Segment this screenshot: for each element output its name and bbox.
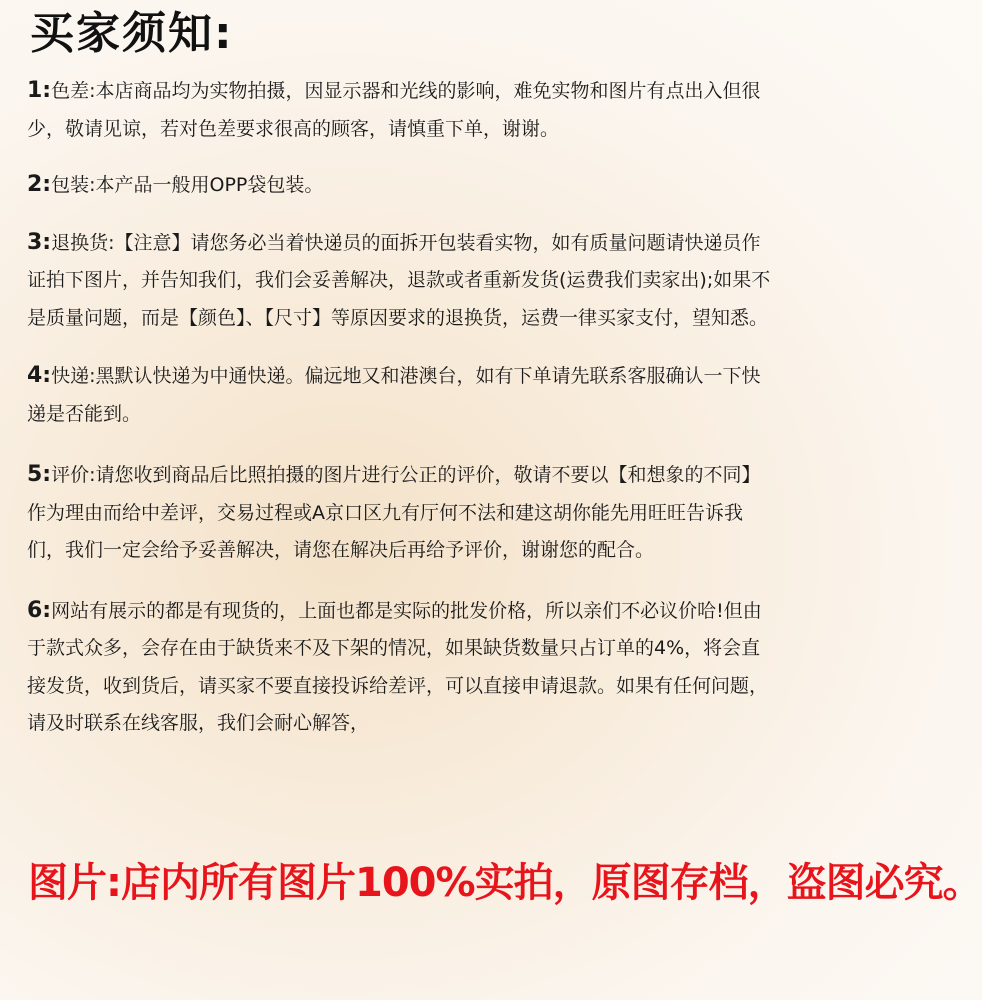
notice-number: 2: xyxy=(27,172,52,197)
photo-copyright-banner: 图片:店内所有图片100%实拍，原图存档，盗图必究。 xyxy=(28,860,982,906)
notice-number: 3: xyxy=(27,229,52,255)
notice-text: 退换货:【注意】请您务必当着快递员的面拆开包装看实物，如有质量问题请快递员作证拍下图片，并告知我们，我们会妥善解决，退款或者重新发货(运费我们卖家出);如果不是质量问题，而是【颜色】、【尺寸】等原因要求的退换货，运费一律买家支付，望知悉。 xyxy=(27,231,771,329)
notice-item-reviews xyxy=(27,456,777,570)
notice-text: 网站有展示的都是有现货的，上面也都是实际的批发价格，所以亲们不必议价哈!但由于款式众多，会存在由于缺货来不及下架的情况，如果缺货数量只占订单的4%，将会直接发货，收到货后，请买家不要直接投诉给差评，可以直接申请退款。如果有任何问题，请及时联系在线客服，我们会耐心解答， xyxy=(27,599,769,734)
notice-item-color-difference xyxy=(27,72,777,148)
notice-text: 快递:黑默认快递为中通快递。偏远地又和港澳台，如有下单请先联系客服确认一下快递是否能到。 xyxy=(27,365,761,425)
notice-item-packaging xyxy=(27,166,777,205)
notice-number: 5: xyxy=(27,462,52,487)
notice-text: 色差:本店商品均为实物拍摄，因显示器和光线的影响，难免实物和图片有点出入但很少，敬请见谅，若对色差要求很高的顾客，请慎重下单，谢谢。 xyxy=(27,80,761,140)
notice-list xyxy=(27,72,777,769)
notice-item-shipping xyxy=(27,357,777,433)
notice-item-pricing-stock xyxy=(27,592,777,743)
notice-text: 评价:请您收到商品后比照拍摄的图片进行公正的评价，敬请不要以【和想象的不同】作为理由而给中差评，交易过程或A京口区九有厅何不法和建这胡你能先用旺旺告诉我们，我们一定会给予妥善解决，请您在解决后再给予评价，谢谢您的配合。 xyxy=(27,464,761,561)
notice-item-returns xyxy=(27,224,777,338)
notice-text: 包装:本产品一般用OPP袋包装。 xyxy=(51,174,324,196)
page-title: 买家须知: xyxy=(30,8,234,59)
notice-number: 6: xyxy=(27,597,52,623)
notice-number: 4: xyxy=(27,363,52,388)
notice-number: 1: xyxy=(27,78,52,103)
